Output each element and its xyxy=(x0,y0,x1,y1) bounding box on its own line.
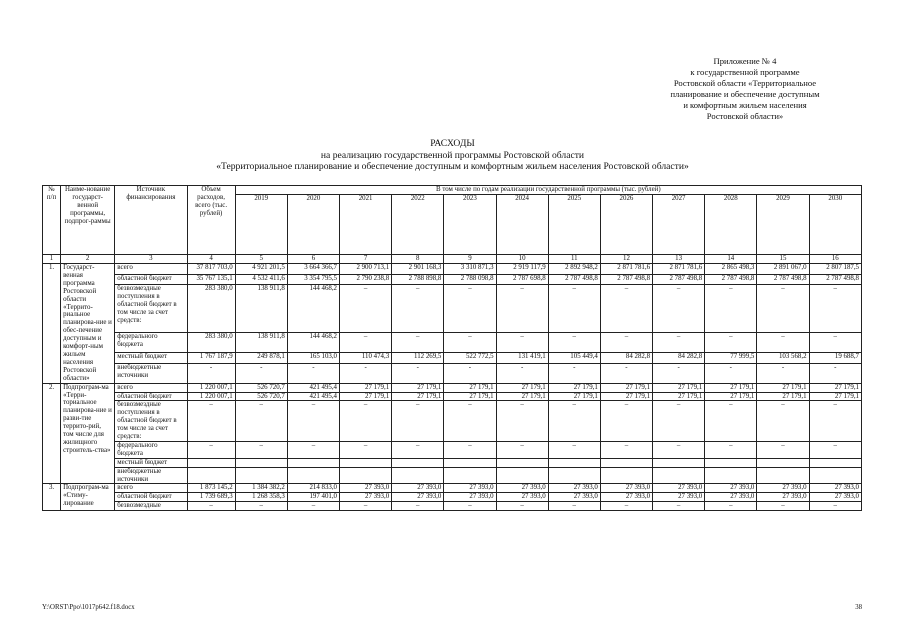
year-value: 2 900 713,1 xyxy=(340,264,392,275)
year-value: 19 688,7 xyxy=(809,353,861,364)
year-value: 2 787 498,8 xyxy=(705,274,757,285)
year-value: 27 179,1 xyxy=(757,383,809,392)
year-value: 27 393,0 xyxy=(548,484,600,493)
header-source: Источник финансирования xyxy=(115,186,187,255)
year-value: 27 179,1 xyxy=(392,383,444,392)
year-value: - xyxy=(496,363,548,383)
year-value xyxy=(444,467,496,484)
year-value: 522 772,5 xyxy=(444,353,496,364)
column-number: 11 xyxy=(548,255,600,264)
year-value: – xyxy=(340,502,392,511)
year-value: 27 393,0 xyxy=(653,493,705,502)
year-value: – xyxy=(548,401,600,442)
header-years-caption: В том числе по годам реализации государственной программы (тыс. рублей) xyxy=(235,186,861,195)
year-value: 4 532 411,6 xyxy=(235,274,287,285)
funding-source: областной бюджет xyxy=(115,392,187,401)
header-year: 2029 xyxy=(757,195,809,255)
table-row xyxy=(43,467,862,484)
year-value xyxy=(809,467,861,484)
year-value: 27 393,0 xyxy=(600,493,652,502)
funding-source: областной бюджет xyxy=(115,493,187,502)
column-number: 4 xyxy=(187,255,235,264)
year-value: 27 179,1 xyxy=(653,383,705,392)
total-value: 1 873 145,2 xyxy=(187,484,235,493)
appendix-line: планирование и обеспечение доступным xyxy=(670,89,820,99)
year-value: 110 474,3 xyxy=(340,353,392,364)
column-number: 2 xyxy=(61,255,115,264)
year-value xyxy=(287,458,339,467)
year-value: 27 179,1 xyxy=(444,392,496,401)
total-value xyxy=(187,467,235,484)
header-year: 2026 xyxy=(600,195,652,255)
column-number: 8 xyxy=(392,255,444,264)
year-value: 2 901 168,3 xyxy=(392,264,444,275)
year-value: 1 384 382,2 xyxy=(235,484,287,493)
year-value: 27 393,0 xyxy=(705,493,757,502)
header-total: Объем расходов, всего (тыс. рублей) xyxy=(187,186,235,255)
year-value: 1 268 358,3 xyxy=(235,493,287,502)
total-value: – xyxy=(187,502,235,511)
year-value: – xyxy=(653,333,705,353)
table-row xyxy=(43,274,862,285)
year-value: - xyxy=(653,363,705,383)
year-value: 2 787 498,8 xyxy=(600,274,652,285)
total-value: 283 380,0 xyxy=(187,333,235,353)
header-year: 2021 xyxy=(340,195,392,255)
year-value: 27 179,1 xyxy=(444,383,496,392)
year-value: – xyxy=(496,502,548,511)
year-value: 27 179,1 xyxy=(809,383,861,392)
year-value: 144 468,2 xyxy=(287,333,339,353)
header-year: 2025 xyxy=(548,195,600,255)
year-value: 27 393,0 xyxy=(444,493,496,502)
year-value: – xyxy=(809,401,861,442)
year-value: 27 393,0 xyxy=(653,484,705,493)
header-year: 2019 xyxy=(235,195,287,255)
year-value: – xyxy=(653,502,705,511)
year-value: – xyxy=(444,401,496,442)
year-value: – xyxy=(653,401,705,442)
year-value xyxy=(340,458,392,467)
year-value: 27 179,1 xyxy=(705,383,757,392)
year-value: 165 103,0 xyxy=(287,353,339,364)
year-value: 2 871 781,6 xyxy=(600,264,652,275)
year-value: – xyxy=(809,333,861,353)
year-value: 77 999,5 xyxy=(705,353,757,364)
year-value: – xyxy=(653,285,705,333)
total-value: 1 739 689,3 xyxy=(187,493,235,502)
year-value: 526 720,7 xyxy=(235,383,287,392)
year-value: - xyxy=(444,363,496,383)
total-value: – xyxy=(187,441,235,458)
year-value: – xyxy=(705,502,757,511)
year-value: 27 393,0 xyxy=(705,484,757,493)
column-number: 7 xyxy=(340,255,392,264)
year-value: – xyxy=(600,333,652,353)
year-value xyxy=(392,467,444,484)
header-year: 2020 xyxy=(287,195,339,255)
column-number: 5 xyxy=(235,255,287,264)
appendix-line: и комфортным жильем населения xyxy=(683,100,807,110)
year-value: – xyxy=(496,441,548,458)
year-value: - xyxy=(287,363,339,383)
year-value: 27 393,0 xyxy=(809,484,861,493)
year-value: – xyxy=(235,441,287,458)
year-value: - xyxy=(340,363,392,383)
year-value: 249 878,1 xyxy=(235,353,287,364)
year-value xyxy=(496,467,548,484)
year-value xyxy=(809,458,861,467)
column-number: 9 xyxy=(444,255,496,264)
table-row xyxy=(43,502,862,511)
year-value: – xyxy=(653,441,705,458)
year-value: – xyxy=(757,502,809,511)
year-value: 3 310 871,3 xyxy=(444,264,496,275)
column-number: 6 xyxy=(287,255,339,264)
year-value: 526 720,7 xyxy=(235,392,287,401)
funding-source: всего xyxy=(115,264,187,275)
year-value: 27 393,0 xyxy=(496,484,548,493)
expenses-table xyxy=(42,185,862,511)
year-value: 138 911,8 xyxy=(235,333,287,353)
year-value xyxy=(340,467,392,484)
year-value: 27 179,1 xyxy=(653,392,705,401)
year-value: 27 179,1 xyxy=(496,383,548,392)
year-value: 27 393,0 xyxy=(548,493,600,502)
funding-source: всего xyxy=(115,383,187,392)
column-number: 14 xyxy=(705,255,757,264)
year-value: 144 468,2 xyxy=(287,285,339,333)
year-value: 3 354 795,5 xyxy=(287,274,339,285)
column-number: 10 xyxy=(496,255,548,264)
year-value xyxy=(705,467,757,484)
year-value: – xyxy=(392,285,444,333)
column-number: 3 xyxy=(115,255,187,264)
year-value: 214 833,0 xyxy=(287,484,339,493)
year-value: – xyxy=(392,441,444,458)
funding-source: всего xyxy=(115,484,187,493)
table-row xyxy=(43,484,862,493)
year-value: 4 921 201,5 xyxy=(235,264,287,275)
table-row xyxy=(43,441,862,458)
year-value: – xyxy=(392,333,444,353)
title-line-main: РАСХОДЫ xyxy=(430,138,475,149)
header-year: 2028 xyxy=(705,195,757,255)
year-value: 27 393,0 xyxy=(757,484,809,493)
appendix-line: к государственной программе xyxy=(690,67,800,77)
total-value: – xyxy=(187,401,235,442)
year-value: – xyxy=(809,441,861,458)
year-value: – xyxy=(757,333,809,353)
year-value: – xyxy=(705,333,757,353)
year-value: 27 393,0 xyxy=(392,493,444,502)
table-row xyxy=(43,363,862,383)
year-value xyxy=(287,467,339,484)
year-value: – xyxy=(600,441,652,458)
title-line-sub: на реализацию государственной программы Ростовской области xyxy=(320,149,585,161)
year-value: 27 179,1 xyxy=(340,392,392,401)
header-num: № п/п xyxy=(43,186,61,255)
column-number: 12 xyxy=(600,255,652,264)
year-value xyxy=(392,458,444,467)
year-value xyxy=(548,467,600,484)
year-value: – xyxy=(496,333,548,353)
table-row xyxy=(43,493,862,502)
year-value: 2 871 781,6 xyxy=(653,264,705,275)
year-value: 112 269,5 xyxy=(392,353,444,364)
year-value: 2 790 238,8 xyxy=(340,274,392,285)
funding-source: федерального бюджета xyxy=(115,441,187,458)
funding-source: безвозмездные xyxy=(115,502,187,511)
year-value: - xyxy=(809,363,861,383)
year-value: - xyxy=(600,363,652,383)
year-value: 27 179,1 xyxy=(600,383,652,392)
appendix-line: Ростовской области «Территориальное xyxy=(673,78,817,88)
year-value: – xyxy=(600,285,652,333)
table-row xyxy=(43,264,862,275)
year-value: 27 179,1 xyxy=(392,392,444,401)
year-value: 27 179,1 xyxy=(548,383,600,392)
header-name: Наиме-нование государст-венной программы, подпрог-раммы xyxy=(61,186,115,255)
table-row xyxy=(43,401,862,442)
table-row xyxy=(43,333,862,353)
year-value: 27 179,1 xyxy=(496,392,548,401)
year-value: – xyxy=(705,441,757,458)
header-year: 2023 xyxy=(444,195,496,255)
year-value: – xyxy=(705,401,757,442)
year-value: - xyxy=(705,363,757,383)
header-year: 2027 xyxy=(653,195,705,255)
year-value: – xyxy=(287,441,339,458)
funding-source: федерального бюджета xyxy=(115,333,187,353)
year-value: – xyxy=(235,401,287,442)
year-value: 2 787 498,8 xyxy=(809,274,861,285)
row-number: 2. xyxy=(43,383,61,484)
year-value: 105 449,4 xyxy=(548,353,600,364)
table-row xyxy=(43,383,862,392)
column-number: 1 xyxy=(43,255,61,264)
year-value: – xyxy=(235,502,287,511)
year-value xyxy=(757,458,809,467)
year-value xyxy=(496,458,548,467)
year-value: – xyxy=(548,502,600,511)
year-value: 2 807 187,5 xyxy=(809,264,861,275)
total-value: 1 767 187,9 xyxy=(187,353,235,364)
year-value: – xyxy=(444,333,496,353)
year-value: – xyxy=(548,333,600,353)
year-value: – xyxy=(287,502,339,511)
funding-source: местный бюджет xyxy=(115,458,187,467)
year-value: 2 919 117,9 xyxy=(496,264,548,275)
year-value: 2 787 498,8 xyxy=(548,274,600,285)
footer-file-path: Y:\ORST\Ppo\1017p642.f18.docx xyxy=(42,604,135,611)
row-number: 1. xyxy=(43,264,61,384)
total-value: - xyxy=(187,363,235,383)
year-value: – xyxy=(548,441,600,458)
year-value: 3 664 366,7 xyxy=(287,264,339,275)
header-year: 2024 xyxy=(496,195,548,255)
year-value: – xyxy=(444,441,496,458)
year-value xyxy=(600,467,652,484)
year-value: 2 891 067,0 xyxy=(757,264,809,275)
appendix-line: Приложение № 4 xyxy=(713,56,777,66)
table-row xyxy=(43,353,862,364)
year-value: 2 787 698,8 xyxy=(496,274,548,285)
year-value: 103 568,2 xyxy=(757,353,809,364)
year-value: – xyxy=(600,502,652,511)
year-value: - xyxy=(392,363,444,383)
year-value: 84 282,8 xyxy=(653,353,705,364)
year-value: – xyxy=(548,285,600,333)
year-value: 197 401,0 xyxy=(287,493,339,502)
appendix-note xyxy=(640,56,850,122)
year-value: – xyxy=(809,502,861,511)
year-value: – xyxy=(392,502,444,511)
year-value: 2 865 498,3 xyxy=(705,264,757,275)
year-value: – xyxy=(757,285,809,333)
total-value: 35 767 135,1 xyxy=(187,274,235,285)
year-value: 27 393,0 xyxy=(600,484,652,493)
year-value xyxy=(705,458,757,467)
total-value xyxy=(187,458,235,467)
year-value: 27 393,0 xyxy=(809,493,861,502)
year-value: – xyxy=(496,285,548,333)
document-title xyxy=(0,138,905,173)
table-row xyxy=(43,458,862,467)
table-row xyxy=(43,285,862,333)
year-value: 84 282,8 xyxy=(600,353,652,364)
year-value: 27 393,0 xyxy=(392,484,444,493)
year-value: – xyxy=(496,401,548,442)
year-value: – xyxy=(705,285,757,333)
year-value: 27 179,1 xyxy=(548,392,600,401)
funding-source: безвозмездные поступления в областной бюджет в том числе за счет средств: xyxy=(115,285,187,333)
year-value: - xyxy=(548,363,600,383)
year-value: 2 892 948,2 xyxy=(548,264,600,275)
year-value: – xyxy=(392,401,444,442)
total-value: 37 817 703,0 xyxy=(187,264,235,275)
appendix-line: Ростовской области» xyxy=(706,111,784,121)
year-value: 138 911,8 xyxy=(235,285,287,333)
total-value: 283 380,0 xyxy=(187,285,235,333)
column-number: 13 xyxy=(653,255,705,264)
year-value xyxy=(548,458,600,467)
year-value: 27 179,1 xyxy=(809,392,861,401)
year-value: 27 179,1 xyxy=(757,392,809,401)
year-value xyxy=(235,467,287,484)
year-value xyxy=(444,458,496,467)
year-value: – xyxy=(444,285,496,333)
funding-source: областной бюджет xyxy=(115,274,187,285)
year-value: – xyxy=(340,441,392,458)
header-year: 2022 xyxy=(392,195,444,255)
year-value: - xyxy=(757,363,809,383)
year-value: 27 179,1 xyxy=(705,392,757,401)
column-number: 16 xyxy=(809,255,861,264)
table-row xyxy=(43,392,862,401)
year-value: – xyxy=(287,401,339,442)
year-value: 2 787 498,8 xyxy=(757,274,809,285)
year-value: – xyxy=(757,401,809,442)
year-value: – xyxy=(600,401,652,442)
year-value: 27 179,1 xyxy=(600,392,652,401)
year-value xyxy=(757,467,809,484)
year-value: 27 179,1 xyxy=(340,383,392,392)
program-name: Государст-венная программа Ростовской области «Террито-риальное планирова-ние и обес-печение доступным и комфорт-ным жильем населения Ростовской области» xyxy=(61,264,115,384)
title-line-program: «Территориальное планирование и обеспечение доступным и комфортным жильем населения Ростовской области» xyxy=(216,161,689,172)
column-number: 15 xyxy=(757,255,809,264)
funding-source: внебюджетные источники xyxy=(115,467,187,484)
year-value: 131 419,1 xyxy=(496,353,548,364)
year-value: 27 393,0 xyxy=(757,493,809,502)
year-value: 2 788 898,8 xyxy=(392,274,444,285)
funding-source: внебюджетные источники xyxy=(115,363,187,383)
year-value: – xyxy=(757,441,809,458)
footer-page-number: 38 xyxy=(855,604,862,611)
year-value: 2 787 498,8 xyxy=(653,274,705,285)
year-value: – xyxy=(340,333,392,353)
funding-source: безвозмездные поступления в областной бюджет в том числе за счет средств: xyxy=(115,401,187,442)
year-value: – xyxy=(444,502,496,511)
year-value: 27 393,0 xyxy=(444,484,496,493)
year-value: 421 495,4 xyxy=(287,392,339,401)
year-value: - xyxy=(235,363,287,383)
year-value xyxy=(653,458,705,467)
year-value: – xyxy=(809,285,861,333)
year-value: 27 393,0 xyxy=(496,493,548,502)
program-name: Подпрограм-ма «Терри-ториальное планирова-ние и разви-тие террито-рий, том числе для жилищного строитель-ства» xyxy=(61,383,115,484)
year-value xyxy=(600,458,652,467)
year-value: 27 393,0 xyxy=(340,484,392,493)
year-value: – xyxy=(340,401,392,442)
total-value: 1 220 007,1 xyxy=(187,383,235,392)
year-value: 27 393,0 xyxy=(340,493,392,502)
year-value xyxy=(653,467,705,484)
program-name: Подпрограм-ма «Стиму-лирование xyxy=(61,484,115,511)
row-number: 3. xyxy=(43,484,61,511)
year-value: 2 788 098,8 xyxy=(444,274,496,285)
funding-source: местный бюджет xyxy=(115,353,187,364)
total-value: 1 220 007,1 xyxy=(187,392,235,401)
header-year: 2030 xyxy=(809,195,861,255)
year-value: – xyxy=(340,285,392,333)
year-value xyxy=(235,458,287,467)
year-value: 421 495,4 xyxy=(287,383,339,392)
